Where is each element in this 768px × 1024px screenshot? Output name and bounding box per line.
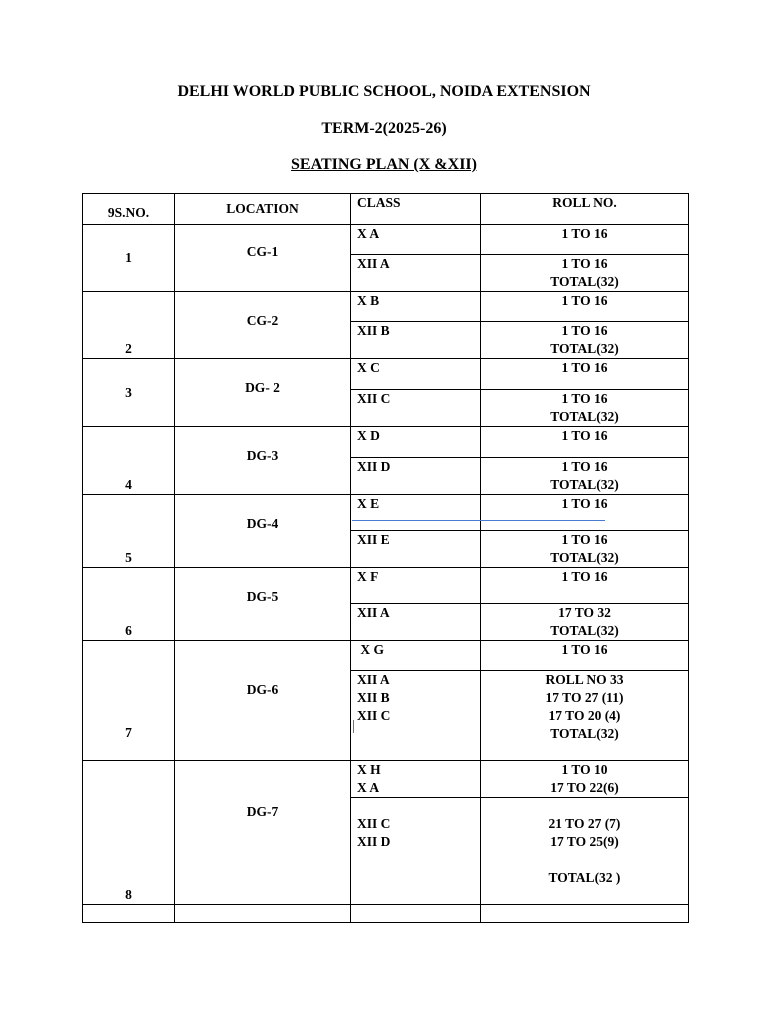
row-sno: 8 bbox=[83, 761, 175, 905]
row-location: DG-4 bbox=[175, 495, 351, 568]
seating-plan-title: SEATING PLAN (X &XII) bbox=[291, 156, 477, 173]
drawn-line bbox=[352, 520, 605, 521]
row-sno: 1 bbox=[83, 225, 175, 292]
row-roll: 1 TO 16 bbox=[481, 495, 689, 531]
row-class: X C bbox=[351, 359, 481, 390]
row-sno: 3 bbox=[83, 359, 175, 427]
row-roll: ROLL NO 33 17 TO 27 (11) 17 TO 20 (4) TOTAL(32) bbox=[481, 671, 689, 761]
table-row bbox=[83, 359, 689, 390]
row-roll: 1 TO 16 bbox=[481, 225, 689, 255]
row-sno: 7 bbox=[83, 641, 175, 761]
row-class: XII A XII B XII C bbox=[351, 671, 481, 761]
table-row bbox=[83, 641, 689, 671]
row-class: X G bbox=[351, 641, 481, 671]
row-roll: 1 TO 16 bbox=[481, 568, 689, 604]
row-sno: 2 bbox=[83, 292, 175, 359]
row-location: DG- 2 bbox=[175, 359, 351, 427]
row-class: XII A bbox=[351, 604, 481, 641]
table-row bbox=[83, 427, 689, 458]
row-class: XII D bbox=[351, 458, 481, 495]
school-name: DELHI WORLD PUBLIC SCHOOL, NOIDA EXTENSION bbox=[177, 83, 591, 100]
column-header-class: CLASS bbox=[351, 194, 481, 225]
table-row bbox=[83, 495, 689, 531]
column-header-location: LOCATION bbox=[175, 194, 351, 225]
table-row bbox=[83, 568, 689, 604]
row-roll: 1 TO 10 17 TO 22(6) bbox=[481, 761, 689, 798]
table-row-empty bbox=[83, 905, 689, 923]
row-roll: 1 TO 16 bbox=[481, 427, 689, 458]
row-location: CG-1 bbox=[175, 225, 351, 292]
row-class: XII C XII D bbox=[351, 798, 481, 905]
term-title: TERM-2(2025-26) bbox=[321, 120, 447, 137]
column-header-sno: 9S.NO. bbox=[83, 194, 175, 225]
row-roll: 1 TO 16 TOTAL(32) bbox=[481, 390, 689, 427]
row-roll: 1 TO 16 bbox=[481, 641, 689, 671]
row-location: DG-7 bbox=[175, 761, 351, 905]
row-class: X D bbox=[351, 427, 481, 458]
text-cursor bbox=[353, 720, 354, 733]
table-row bbox=[83, 761, 689, 798]
row-roll: 1 TO 16 TOTAL(32) bbox=[481, 255, 689, 292]
row-roll: 1 TO 16 TOTAL(32) bbox=[481, 531, 689, 568]
row-sno: 6 bbox=[83, 568, 175, 641]
row-class: X A bbox=[351, 225, 481, 255]
row-roll: 1 TO 16 bbox=[481, 359, 689, 390]
row-roll: 21 TO 27 (7) 17 TO 25(9) TOTAL(32 ) bbox=[481, 798, 689, 905]
row-class: XII C bbox=[351, 390, 481, 427]
column-header-roll-no: ROLL NO. bbox=[481, 194, 689, 225]
row-roll: 1 TO 16 TOTAL(32) bbox=[481, 458, 689, 495]
row-class: X H X A bbox=[351, 761, 481, 798]
seating-plan-table bbox=[82, 193, 689, 923]
row-class: X B bbox=[351, 292, 481, 322]
row-roll: 1 TO 16 bbox=[481, 292, 689, 322]
row-roll: 17 TO 32 TOTAL(32) bbox=[481, 604, 689, 641]
row-location: DG-3 bbox=[175, 427, 351, 495]
row-class: XII E bbox=[351, 531, 481, 568]
row-sno: 4 bbox=[83, 427, 175, 495]
table-row bbox=[83, 292, 689, 322]
row-class: X E bbox=[351, 495, 481, 531]
row-class: X F bbox=[351, 568, 481, 604]
row-location: DG-5 bbox=[175, 568, 351, 641]
row-sno: 5 bbox=[83, 495, 175, 568]
table-row bbox=[83, 225, 689, 255]
row-location: CG-2 bbox=[175, 292, 351, 359]
row-location: DG-6 bbox=[175, 641, 351, 761]
row-roll: 1 TO 16 TOTAL(32) bbox=[481, 322, 689, 359]
row-class: XII B bbox=[351, 322, 481, 359]
row-class: XII A bbox=[351, 255, 481, 292]
